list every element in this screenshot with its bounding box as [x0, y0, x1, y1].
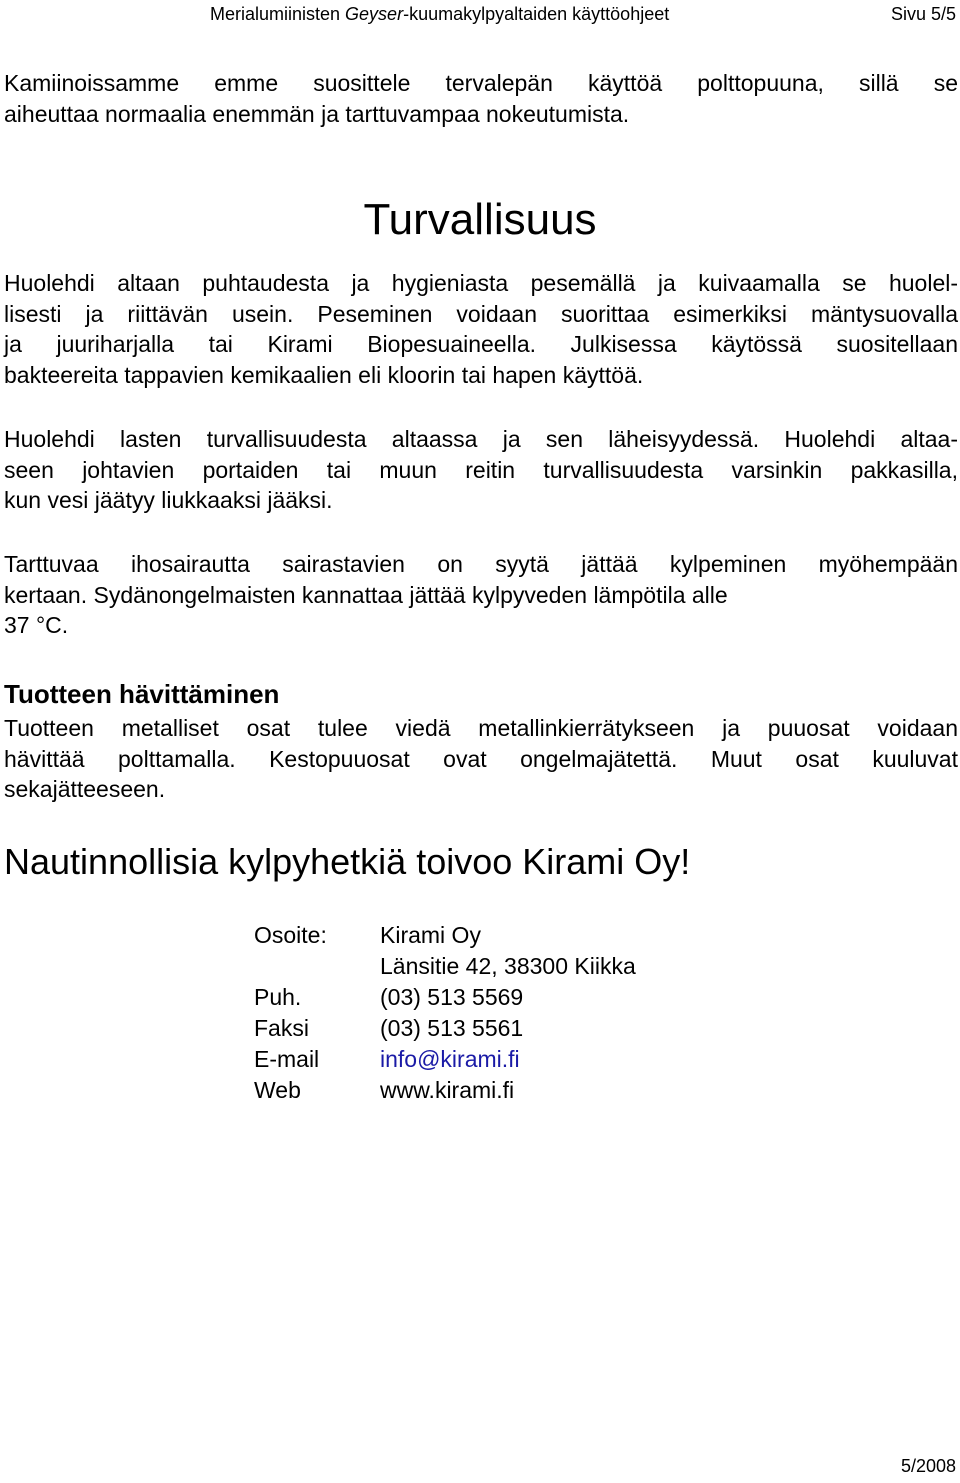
email-label: E-mail: [254, 1046, 320, 1072]
text-line: Kamiinoissamme emme suosittele tervalepän käyttöä polttopuuna, sillä se: [4, 70, 958, 96]
text-line: Tuotteen metalliset osat tulee viedä metallinkierrätykseen ja puuosat voidaan: [4, 715, 958, 741]
safety-paragraph-health: [4, 549, 958, 641]
text-line: Huolehdi lasten turvallisuudesta altaassa ja sen läheisyydessä. Huolehdi altaa-: [4, 426, 958, 452]
text-line: Huolehdi altaan puhtaudesta ja hygieniasta pesemällä ja kuivaamalla se huolel-: [4, 270, 958, 296]
title-product-name: Geyser: [345, 4, 404, 24]
web-label: Web: [254, 1077, 301, 1103]
company-name: Kirami Oy: [380, 922, 481, 948]
text-line: kertaan. Sydänongelmaisten kannattaa jättää kylpyveden lämpötila alle: [4, 581, 728, 608]
footer-date: 5/2008: [900, 1456, 956, 1476]
text-line: aiheuttaa normaalia enemmän ja tarttuvampaa nokeutumista.: [4, 100, 630, 127]
page-header: [210, 2, 960, 26]
safety-paragraph-hygiene: [4, 268, 958, 390]
disposal-paragraph: [4, 713, 958, 805]
safety-paragraph-children: [4, 424, 958, 516]
intro-paragraph: [4, 68, 958, 129]
street-address: Länsitie 42, 38300 Kiikka: [380, 953, 636, 979]
title-suffix: -kuumakylpyaltaiden käyttöohjeet: [403, 4, 670, 24]
text-line: 37 °C.: [4, 612, 69, 638]
address-label: Osoite:: [254, 922, 327, 948]
phone-number: (03) 513 5569: [380, 984, 524, 1010]
text-line: hävittää polttamalla. Kestopuuosat ovat ongelmajätettä. Muut osat kuuluvat: [4, 745, 958, 772]
text-line: sekajätteeseen.: [4, 776, 166, 802]
fax-number: (03) 513 5561: [380, 1015, 524, 1041]
closing-greeting: Nautinnollisia kylpyhetkiä toivoo Kirami Oy!: [4, 841, 691, 882]
website-url: www.kirami.fi: [380, 1077, 515, 1103]
section-heading-disposal: Tuotteen hävittäminen: [4, 679, 280, 709]
document-title: [210, 2, 669, 26]
title-prefix: Merialumiinisten: [210, 4, 346, 24]
text-line: ja juuriharjalla tai Kirami Biopesuaineella. Julkisessa käytössä suositellaan: [4, 331, 958, 357]
page-number: Sivu 5/5: [890, 4, 956, 24]
email-link[interactable]: info@kirami.fi: [380, 1046, 520, 1072]
text-line: bakteereita tappavien kemikaalien eli kloorin tai hapen käyttöä.: [4, 361, 644, 388]
fax-label: Faksi: [254, 1015, 309, 1041]
text-line: Tarttuvaa ihosairautta sairastavien on syytä jättää kylpeminen myöhempään: [4, 551, 958, 577]
text-line: seen johtavien portaiden tai muun reitin turvallisuudesta varsinkin pakkasilla,: [4, 456, 958, 483]
text-line: lisesti ja riittävän usein. Peseminen voidaan suorittaa esimerkiksi mäntysuovalla: [4, 300, 958, 327]
section-heading-safety: Turvallisuus: [363, 195, 597, 244]
phone-label: Puh.: [254, 984, 302, 1010]
text-line: kun vesi jäätyy liukkaaksi jääksi.: [4, 487, 333, 513]
